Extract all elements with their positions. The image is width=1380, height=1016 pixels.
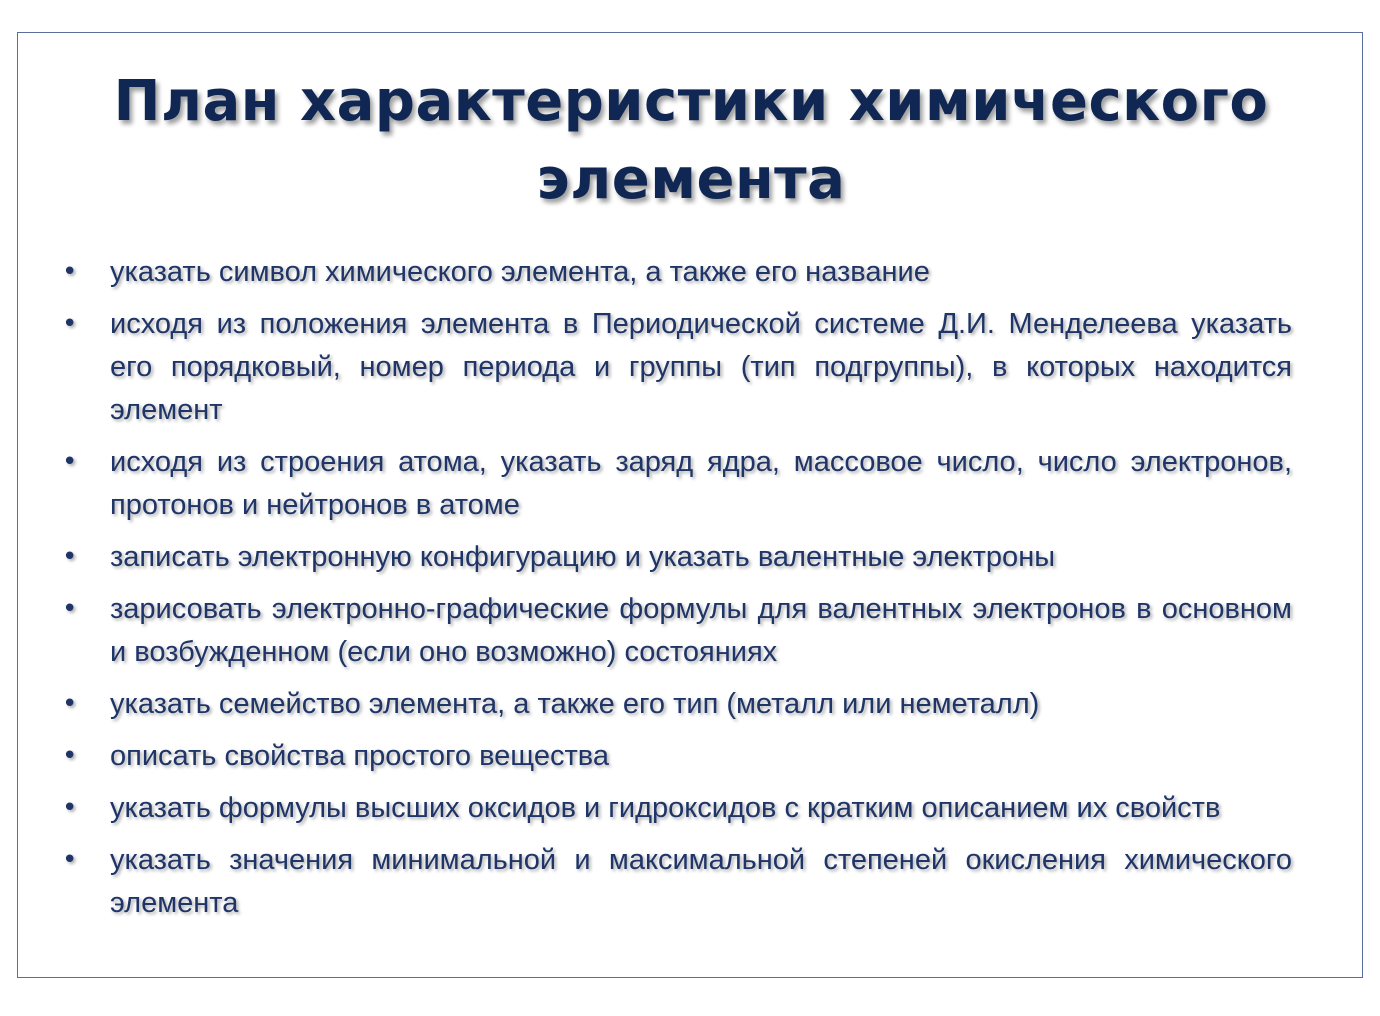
list-item-text: записать электронную конфигурацию и указать валентные электроны bbox=[110, 541, 1056, 573]
bullet-icon: • bbox=[62, 845, 78, 875]
list-item bbox=[62, 787, 1292, 830]
bullet-list bbox=[62, 251, 1292, 934]
list-item-text: указать формулы высших оксидов и гидроксидов с кратким описанием их свойств bbox=[110, 792, 1221, 824]
list-item bbox=[62, 536, 1292, 579]
list-item-text: указать символ химического элемента, а также его название bbox=[110, 256, 930, 288]
list-item-text: зарисовать электронно-графические формулы для валентных электронов в основном и возбужденном (если оно возможно) состояниях bbox=[110, 593, 1292, 668]
list-item bbox=[62, 839, 1292, 925]
list-item-text: указать значения минимальной и максимальной степеней окисления химического элемента bbox=[110, 844, 1292, 919]
bullet-icon: • bbox=[62, 542, 78, 572]
bullet-icon: • bbox=[62, 793, 78, 823]
list-item bbox=[62, 441, 1292, 527]
list-item-text: исходя из строения атома, указать заряд ядра, массовое число, число электронов, протонов и нейтронов в атоме bbox=[110, 446, 1292, 521]
list-item bbox=[62, 735, 1292, 778]
bullet-icon: • bbox=[62, 594, 78, 624]
bullet-icon: • bbox=[62, 741, 78, 771]
slide-title: План характеристики химического элемента bbox=[113, 69, 1269, 212]
slide-frame bbox=[17, 32, 1363, 978]
list-item bbox=[62, 683, 1292, 726]
list-item bbox=[62, 588, 1292, 674]
bullet-icon: • bbox=[62, 447, 78, 477]
list-item-text: описать свойства простого вещества bbox=[110, 740, 609, 772]
list-item-text: указать семейство элемента, а также его тип (металл или неметалл) bbox=[110, 688, 1040, 720]
list-item bbox=[62, 251, 1292, 294]
list-item-text: исходя из положения элемента в Периодической системе Д.И. Менделеева указать его порядковый, номер периода и группы (тип подгруппы), в которых находится элемент bbox=[110, 308, 1292, 426]
bullet-icon: • bbox=[62, 257, 78, 287]
bullet-icon: • bbox=[62, 309, 78, 339]
bullet-icon: • bbox=[62, 689, 78, 719]
list-item bbox=[62, 303, 1292, 432]
